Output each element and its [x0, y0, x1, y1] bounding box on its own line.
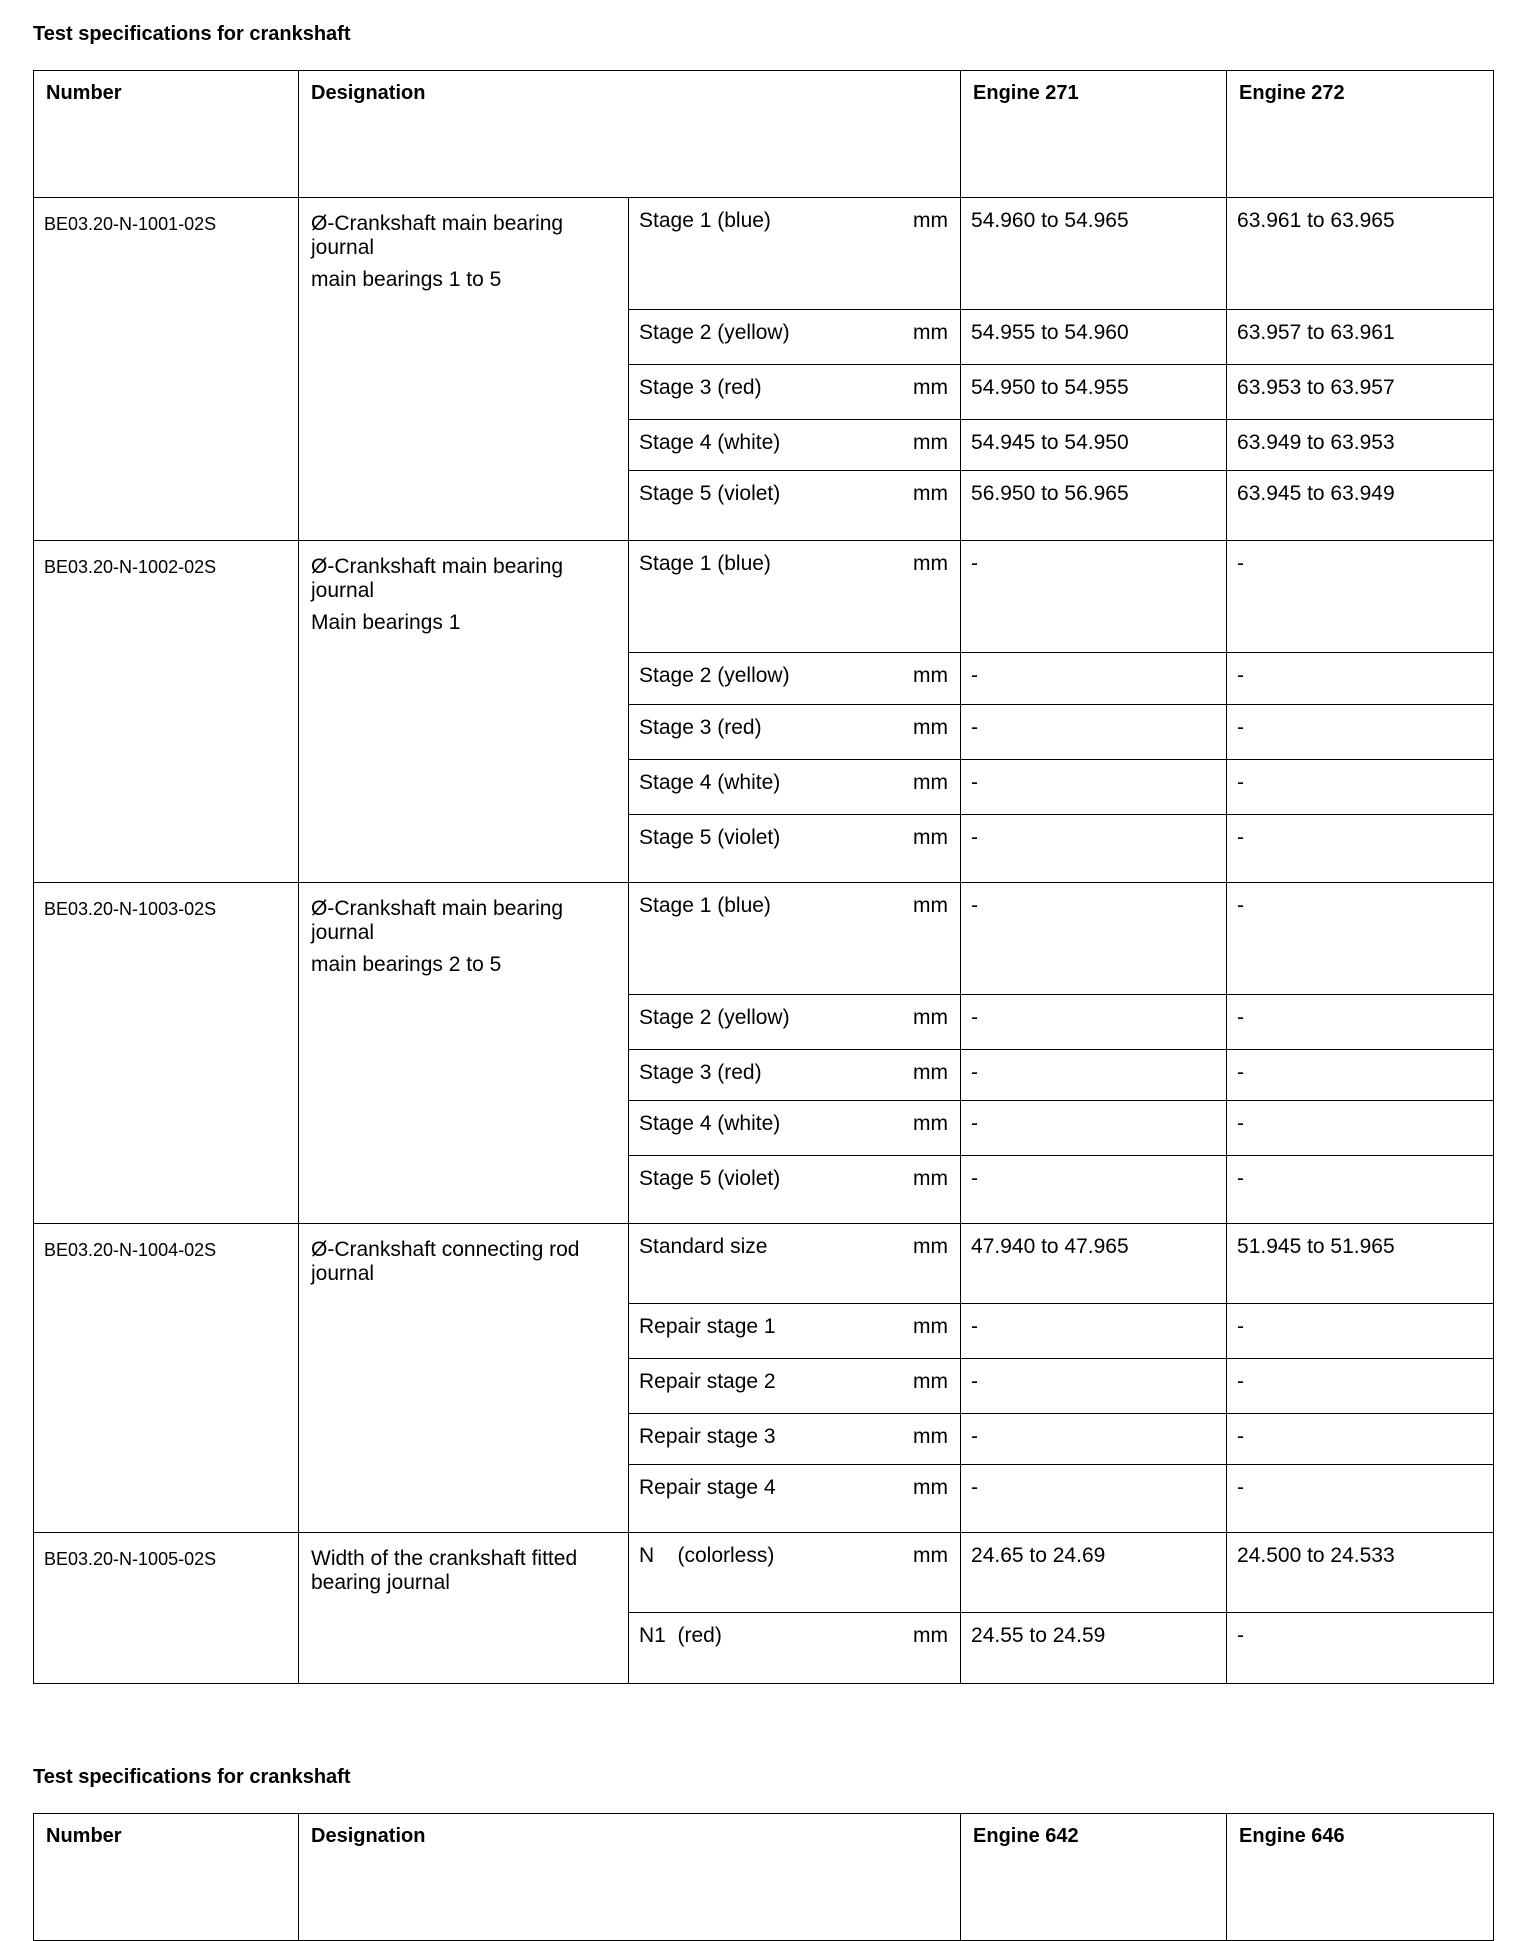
unit-label: mm	[913, 1112, 949, 1135]
value-engine-b: 63.949 to 63.953	[1227, 420, 1494, 471]
value-engine-b: -	[1227, 883, 1494, 995]
header-number: Number	[34, 1814, 299, 1941]
table-row	[34, 1533, 1494, 1613]
value-engine-a: -	[961, 1050, 1227, 1101]
value-engine-a: 54.960 to 54.965	[961, 198, 1227, 310]
value-engine-a: -	[961, 995, 1227, 1050]
unit-label: mm	[913, 1167, 949, 1190]
value-engine-b: 63.957 to 63.961	[1227, 310, 1494, 365]
table-row	[34, 198, 1494, 310]
stage-cell	[629, 420, 961, 471]
value-engine-b: 63.945 to 63.949	[1227, 471, 1494, 541]
stage-label: Stage 4 (white)	[639, 771, 781, 794]
designation-subtitle: main bearings 1 to 5	[311, 268, 502, 291]
header-engine-a: Engine 642	[961, 1814, 1227, 1941]
unit-label: mm	[913, 431, 949, 454]
unit-label: mm	[913, 826, 949, 849]
value-engine-b: 51.945 to 51.965	[1227, 1224, 1494, 1304]
stage-cell	[629, 198, 961, 310]
value-engine-b: -	[1227, 1050, 1494, 1101]
value-engine-a: 54.955 to 54.960	[961, 310, 1227, 365]
unit-label: mm	[913, 1624, 949, 1647]
stage-label: Repair stage 1	[639, 1315, 776, 1338]
spec-designation	[299, 883, 629, 1224]
spec-designation	[299, 198, 629, 541]
table-row	[34, 883, 1494, 995]
value-engine-a: -	[961, 815, 1227, 883]
unit-label: mm	[913, 894, 949, 917]
stage-label: N1 (red)	[639, 1624, 722, 1647]
stage-label: Stage 3 (red)	[639, 376, 762, 399]
unit-label: mm	[913, 664, 949, 687]
value-engine-a: 54.945 to 54.950	[961, 420, 1227, 471]
table-row	[34, 1224, 1494, 1304]
value-engine-a: -	[961, 1156, 1227, 1224]
value-engine-a: -	[961, 541, 1227, 653]
value-engine-a: -	[961, 653, 1227, 705]
stage-cell	[629, 1304, 961, 1359]
value-engine-a: -	[961, 1304, 1227, 1359]
stage-cell	[629, 1533, 961, 1613]
header-number: Number	[34, 71, 299, 198]
stage-cell	[629, 995, 961, 1050]
spec-number: BE03.20-N-1003-02S	[34, 883, 299, 1224]
table-header-row	[34, 71, 1494, 198]
stage-label: Stage 5 (violet)	[639, 1167, 781, 1190]
unit-label: mm	[913, 209, 949, 232]
stage-label: Repair stage 2	[639, 1370, 776, 1393]
header-designation: Designation	[299, 71, 961, 198]
unit-label: mm	[913, 482, 949, 505]
stage-cell	[629, 310, 961, 365]
header-engine-b: Engine 272	[1227, 71, 1494, 198]
stage-label: Stage 1 (blue)	[639, 552, 771, 575]
value-engine-a: 47.940 to 47.965	[961, 1224, 1227, 1304]
unit-label: mm	[913, 376, 949, 399]
unit-label: mm	[913, 716, 949, 739]
value-engine-b: -	[1227, 705, 1494, 760]
value-engine-b: -	[1227, 1613, 1494, 1684]
value-engine-a: -	[961, 883, 1227, 995]
unit-label: mm	[913, 1235, 949, 1258]
table-header-row	[34, 1814, 1494, 1941]
header-engine-a: Engine 271	[961, 71, 1227, 198]
value-engine-b: -	[1227, 1101, 1494, 1156]
stage-label: Stage 4 (white)	[639, 431, 781, 454]
stage-label: Stage 3 (red)	[639, 1061, 762, 1084]
designation-title: Width of the crankshaft fitted bearing journal	[311, 1547, 578, 1594]
value-engine-b: -	[1227, 815, 1494, 883]
spec-designation	[299, 541, 629, 883]
value-engine-a: -	[961, 1414, 1227, 1465]
stage-label: Stage 2 (yellow)	[639, 1006, 790, 1029]
value-engine-b: 63.961 to 63.965	[1227, 198, 1494, 310]
unit-label: mm	[913, 552, 949, 575]
stage-cell	[629, 1156, 961, 1224]
value-engine-a: 54.950 to 54.955	[961, 365, 1227, 420]
value-engine-b: -	[1227, 653, 1494, 705]
stage-label: Repair stage 3	[639, 1425, 776, 1448]
unit-label: mm	[913, 1061, 949, 1084]
value-engine-a: 24.55 to 24.59	[961, 1613, 1227, 1684]
stage-label: Stage 2 (yellow)	[639, 664, 790, 687]
value-engine-b: 63.953 to 63.957	[1227, 365, 1494, 420]
stage-cell	[629, 1050, 961, 1101]
stage-cell	[629, 815, 961, 883]
designation-subtitle: main bearings 2 to 5	[311, 953, 502, 976]
stage-label: Stage 3 (red)	[639, 716, 762, 739]
unit-label: mm	[913, 1006, 949, 1029]
stage-cell	[629, 705, 961, 760]
table-row	[34, 541, 1494, 653]
value-engine-b: -	[1227, 1465, 1494, 1533]
unit-label: mm	[913, 1370, 949, 1393]
value-engine-a: -	[961, 760, 1227, 815]
spec-table-engine-642-646	[33, 1813, 1494, 1941]
designation-title: Ø-Crankshaft main bearing journal	[311, 212, 564, 259]
value-engine-a: -	[961, 1465, 1227, 1533]
stage-label: Stage 5 (violet)	[639, 482, 781, 505]
value-engine-a: -	[961, 705, 1227, 760]
stage-cell	[629, 365, 961, 420]
spec-number: BE03.20-N-1004-02S	[34, 1224, 299, 1533]
stage-cell	[629, 1224, 961, 1304]
value-engine-b: -	[1227, 1359, 1494, 1414]
stage-label: Stage 2 (yellow)	[639, 321, 790, 344]
stage-cell	[629, 1613, 961, 1684]
unit-label: mm	[913, 1425, 949, 1448]
stage-cell	[629, 1465, 961, 1533]
unit-label: mm	[913, 1544, 949, 1567]
value-engine-b: -	[1227, 1414, 1494, 1465]
stage-cell	[629, 883, 961, 995]
unit-label: mm	[913, 1315, 949, 1338]
stage-label: Stage 4 (white)	[639, 1112, 781, 1135]
value-engine-a: 24.65 to 24.69	[961, 1533, 1227, 1613]
stage-cell	[629, 760, 961, 815]
designation-title: Ø-Crankshaft main bearing journal	[311, 555, 564, 602]
stage-label: Stage 5 (violet)	[639, 826, 781, 849]
stage-cell	[629, 1414, 961, 1465]
value-engine-a: 56.950 to 56.965	[961, 471, 1227, 541]
unit-label: mm	[913, 321, 949, 344]
designation-subtitle: Main bearings 1	[311, 611, 461, 634]
spec-number: BE03.20-N-1001-02S	[34, 198, 299, 541]
spec-designation	[299, 1533, 629, 1684]
stage-label: Stage 1 (blue)	[639, 209, 771, 232]
header-designation: Designation	[299, 1814, 961, 1941]
stage-label: Repair stage 4	[639, 1476, 776, 1499]
stage-cell	[629, 541, 961, 653]
table-body	[34, 198, 1494, 1684]
stage-label: Standard size	[639, 1235, 768, 1258]
value-engine-a: -	[961, 1359, 1227, 1414]
stage-label: N (colorless)	[639, 1544, 775, 1567]
header-engine-b: Engine 646	[1227, 1814, 1494, 1941]
spec-number: BE03.20-N-1002-02S	[34, 541, 299, 883]
section-title-1: Test specifications for crankshaft	[33, 23, 351, 45]
stage-cell	[629, 1101, 961, 1156]
value-engine-b: -	[1227, 995, 1494, 1050]
unit-label: mm	[913, 771, 949, 794]
designation-title: Ø-Crankshaft connecting rod journal	[311, 1238, 580, 1285]
designation-title: Ø-Crankshaft main bearing journal	[311, 897, 564, 944]
section-title-2: Test specifications for crankshaft	[33, 1766, 351, 1788]
value-engine-b: -	[1227, 1156, 1494, 1224]
value-engine-b: 24.500 to 24.533	[1227, 1533, 1494, 1613]
stage-cell	[629, 653, 961, 705]
stage-label: Stage 1 (blue)	[639, 894, 771, 917]
spec-table-engine-271-272	[33, 70, 1494, 1684]
value-engine-b: -	[1227, 1304, 1494, 1359]
stage-cell	[629, 471, 961, 541]
value-engine-a: -	[961, 1101, 1227, 1156]
spec-designation	[299, 1224, 629, 1533]
stage-cell	[629, 1359, 961, 1414]
value-engine-b: -	[1227, 760, 1494, 815]
value-engine-b: -	[1227, 541, 1494, 653]
unit-label: mm	[913, 1476, 949, 1499]
spec-number: BE03.20-N-1005-02S	[34, 1533, 299, 1684]
